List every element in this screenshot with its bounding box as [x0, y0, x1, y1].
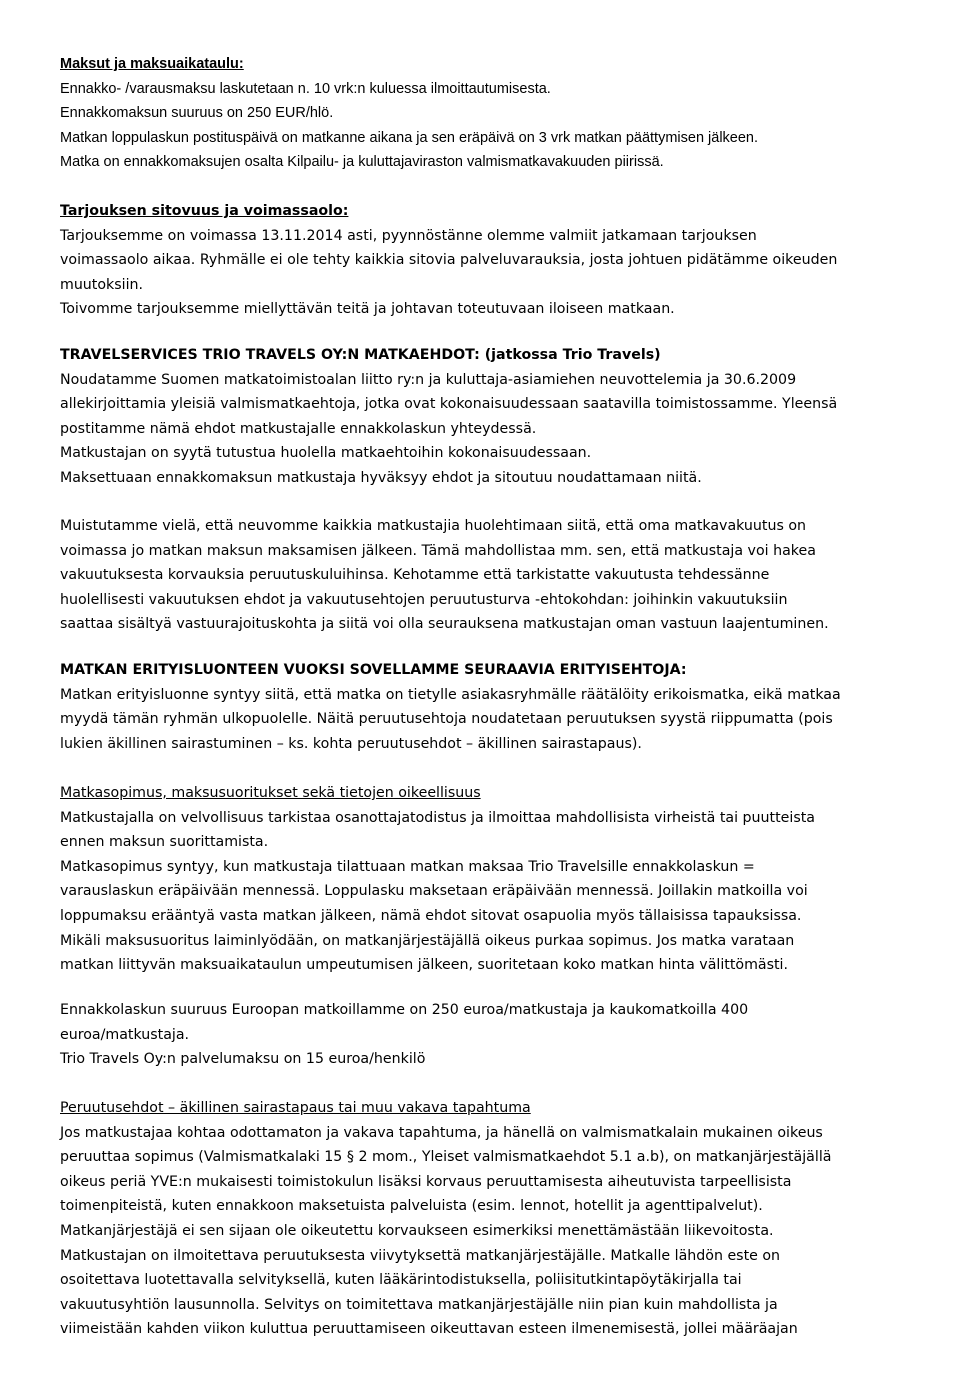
special-line: Matkan erityisluonne syntyy siitä, että matka on tietylle asiakasryhmälle räätälöity erikoismatka, eikä matkaa [60, 686, 841, 703]
contract-line: Matkasopimus syntyy, kun matkustaja tilattuaan matkan maksaa Trio Travelsille ennakkolaskun = [60, 858, 755, 875]
insurance-line: saattaa sisältyä vastuurajoituskohta ja siitä voi olla seurauksena matkustajan oman vastuun laajentuminen. [60, 616, 829, 633]
contract-line: ennen maksun suorittamista. [60, 834, 269, 851]
validity-line: Toivomme tarjouksemme miellyttävän teitä ja johtavan toteutuvaan iloiseen matkaan. [60, 301, 675, 318]
cancellation-section [60, 1096, 930, 1342]
payment-section [60, 52, 930, 175]
special-section [60, 658, 930, 756]
contract-heading: Matkasopimus, maksusuoritukset sekä tietojen oikeellisuus [60, 785, 481, 801]
cancellation-line: peruuttaa sopimus (Valmismatkalaki 15 § 2 mom., Yleiset valmismatkaehdot 5.1 a.b), on matkanjärjestäjällä [60, 1149, 832, 1166]
cancellation-line: vakuutusyhtiön lausunnolla. Selvitys on toimitettava matkanjärjestäjälle niin pian kuin mahdollista ja [60, 1296, 778, 1313]
payment-heading: Maksut ja maksuaikataulu: [60, 56, 244, 72]
terms-line: Maksettuaan ennakkomaksun matkustaja hyväksyy ehdot ja sitoutuu noudattamaan niitä. [60, 469, 702, 486]
prepayment-line: Trio Travels Oy:n palvelumaksu on 15 euroa/henkilö [60, 1051, 426, 1068]
contract-line: loppumaksu erääntyä vasta matkan jälkeen, nämä ehdot sitovat osapuolia myös tällaisissa tapauksissa. [60, 907, 802, 924]
contract-line: varauslaskun eräpäivään mennessä. Loppulasku maksetaan eräpäivään mennessä. Joillakin matkoilla voi [60, 883, 808, 900]
cancellation-line: oikeus periä YVE:n mukaisesti toimistokulun lisäksi korvaus peruuttamisesta aiheutuvista tarpeellisista [60, 1173, 792, 1190]
prepayment-line: Ennakkolaskun suuruus Euroopan matkoillamme on 250 euroa/matkustaja ja kaukomatkoilla 400 [60, 1002, 749, 1018]
payment-line: Matka on ennakkomaksujen osalta Kilpailu- ja kuluttajaviraston valmismatkavakuuden piirissä. [60, 154, 664, 171]
special-line: myydä tämän ryhmän ulkopuolelle. Näitä peruutusehtoja noudatetaan peruutuksen syystä riippumatta (pois [60, 711, 833, 728]
contract-line: Mikäli maksusuoritus laiminlyödään, on matkanjärjestäjällä oikeus purkaa sopimus. Jos matka varataan [60, 932, 795, 949]
cancellation-line: Jos matkustajaa kohtaa odottamaton ja vakava tapahtuma, ja hänellä on valmismatkalain mukainen oikeus [60, 1124, 823, 1141]
insurance-line: vakuutuksesta korvauksia peruutuskuluihinsa. Kehotamme että tarkistatte vakuutusta tehdessänne [60, 567, 770, 584]
terms-section [60, 343, 930, 491]
prepayment-line: euroa/matkustaja. [60, 1026, 190, 1043]
validity-line: Tarjouksemme on voimassa 13.11.2014 asti, pyynnöstänne olemme valmiit jatkamaan tarjouksen [60, 227, 757, 244]
insurance-line: Muistutamme vielä, että neuvomme kaikkia matkustajia huolehtimaan siitä, että oma matkavakuutus on [60, 518, 807, 534]
prepayment-section [60, 998, 930, 1072]
insurance-section [60, 514, 930, 637]
special-line: lukien äkillinen sairastuminen – ks. kohta peruutusehdot – äkillinen sairastapaus). [60, 735, 642, 752]
cancellation-line: Matkanjärjestäjä ei sen sijaan ole oikeutettu korvaukseen esimerkiksi menettämästään liikevoitosta. [60, 1222, 774, 1239]
validity-line: voimassaolo aikaa. Ryhmälle ei ole tehty kaikkia sitovia palveluvarauksia, josta johtuen pidätämme oikeuden [60, 252, 838, 269]
insurance-line: huolellisesti vakuutuksen ehdot ja vakuutusehtojen peruutusturva -ehtokohdan: joihinkin vakuutuksiin [60, 591, 788, 608]
payment-line: Matkan loppulaskun postituspäivä on matkanne aikana ja sen eräpäivä on 3 vrk matkan päättymisen jälkeen. [60, 129, 759, 146]
contract-line: Matkustajalla on velvollisuus tarkistaa osanottajatodistus ja ilmoittaa mahdollisista virheistä tai puutteista [60, 809, 815, 826]
cancellation-heading: Peruutusehdot – äkillinen sairastapaus tai muu vakava tapahtuma [60, 1100, 531, 1116]
terms-line: postitamme nämä ehdot matkustajalle ennakkolaskun yhteydessä. [60, 420, 537, 437]
contract-line: matkan liittyvän maksuaikataulun umpeutumisen jälkeen, suoritetaan koko matkan hinta välittömästi. [60, 957, 789, 974]
insurance-line: voimassa jo matkan maksun maksamisen jälkeen. Tämä mahdollistaa mm. sen, että matkustaja voi hakea [60, 542, 816, 559]
cancellation-line: viimeistään kahden viikon kuluttua peruuttamiseen oikeuttavan esteen ilmenemisestä, jollei määräajan [60, 1321, 798, 1338]
payment-line: Ennakkomaksun suuruus on 250 EUR/hlö. [60, 105, 334, 122]
terms-line: Matkustajan on syytä tutustua huolella matkaehtoihin kokonaisuudessaan. [60, 445, 592, 462]
terms-heading: TRAVELSERVICES TRIO TRAVELS OY:N MATKAEHDOT: (jatkossa Trio Travels) [60, 347, 661, 363]
validity-heading: Tarjouksen sitovuus ja voimassaolo: [60, 203, 349, 219]
special-heading: MATKAN ERITYISLUONTEEN VUOKSI SOVELLAMME SEURAAVIA ERITYISEHTOJA: [60, 662, 687, 678]
contract-section [60, 781, 930, 978]
validity-line: muutoksiin. [60, 276, 144, 293]
cancellation-line: osoitettava luotettavalla selvityksellä, kuten lääkärintodistuksella, poliisitutkintapöytäkirjalla tai [60, 1272, 742, 1289]
cancellation-line: Matkustajan on ilmoitettava peruutuksesta viivytyksettä matkanjärjestäjälle. Matkalle lähdön este on [60, 1247, 781, 1264]
terms-line: Noudatamme Suomen matkatoimistoalan liitto ry:n ja kuluttaja-asiamiehen neuvottelemia ja 30.6.2009 [60, 371, 797, 388]
cancellation-line: toimenpiteistä, kuten ennakkoon maksetuista palveluista (esim. lennot, hotellit ja agenttipalvelut). [60, 1198, 763, 1215]
payment-line: Ennakko- /varausmaksu laskutetaan n. 10 vrk:n kuluessa ilmoittautumisesta. [60, 80, 551, 97]
terms-line: allekirjoittamia yleisiä valmismatkaehtoja, jotka ovat kokonaisuudessaan saatavilla toimistossamme. Yleensä [60, 396, 838, 413]
validity-section [60, 199, 930, 322]
